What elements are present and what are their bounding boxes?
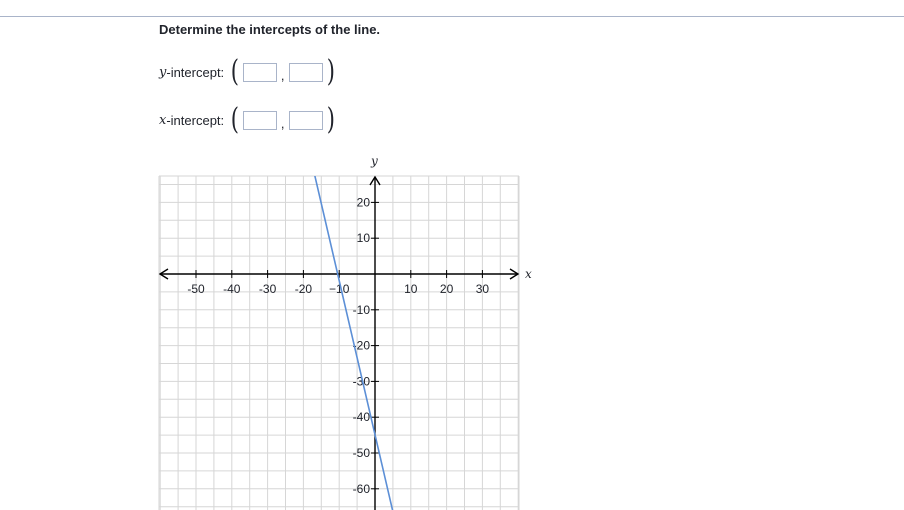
close-paren-icon: ) — [326, 54, 335, 89]
y-tick-label: 10 — [356, 231, 370, 246]
x-axis-label: x — [525, 267, 532, 281]
question-prompt: Determine the intercepts of the line. — [159, 22, 381, 37]
coordinate-separator: , — [280, 115, 285, 131]
x-tick-label: 30 — [475, 282, 490, 296]
x-tick-label: 20 — [439, 282, 454, 296]
x-tick-label: -30 — [258, 282, 277, 296]
y-tick-label: -40 — [352, 410, 370, 425]
x-intercept-label: -intercept: — [166, 112, 225, 128]
graph-axes — [160, 154, 532, 510]
y-intercept-variable: y — [159, 64, 167, 80]
y-tick-label: -10 — [352, 302, 370, 317]
coordinate-separator: , — [280, 67, 285, 83]
x-tick-label: -50 — [187, 282, 205, 296]
x-tick-label: -40 — [223, 282, 241, 296]
y-axis-label: y — [371, 154, 378, 168]
y-tick-label: -20 — [352, 338, 370, 353]
x-tick-label: −10 — [329, 282, 350, 296]
open-paren-icon: ( — [230, 102, 240, 137]
axis-ticks — [187, 195, 489, 510]
graph-grid — [159, 176, 519, 510]
y-tick-label: -60 — [352, 481, 370, 496]
x-tick-label: -20 — [294, 282, 313, 296]
open-paren-icon: ( — [230, 54, 240, 89]
y-tick-label: -50 — [352, 446, 370, 460]
y-intercept-label: -intercept: — [166, 64, 225, 80]
close-paren-icon: ) — [326, 102, 335, 137]
y-tick-label: -30 — [352, 374, 370, 389]
y-tick-label: 20 — [356, 195, 370, 210]
x-intercept-variable: x — [159, 112, 167, 128]
x-tick-label: 10 — [404, 282, 418, 296]
